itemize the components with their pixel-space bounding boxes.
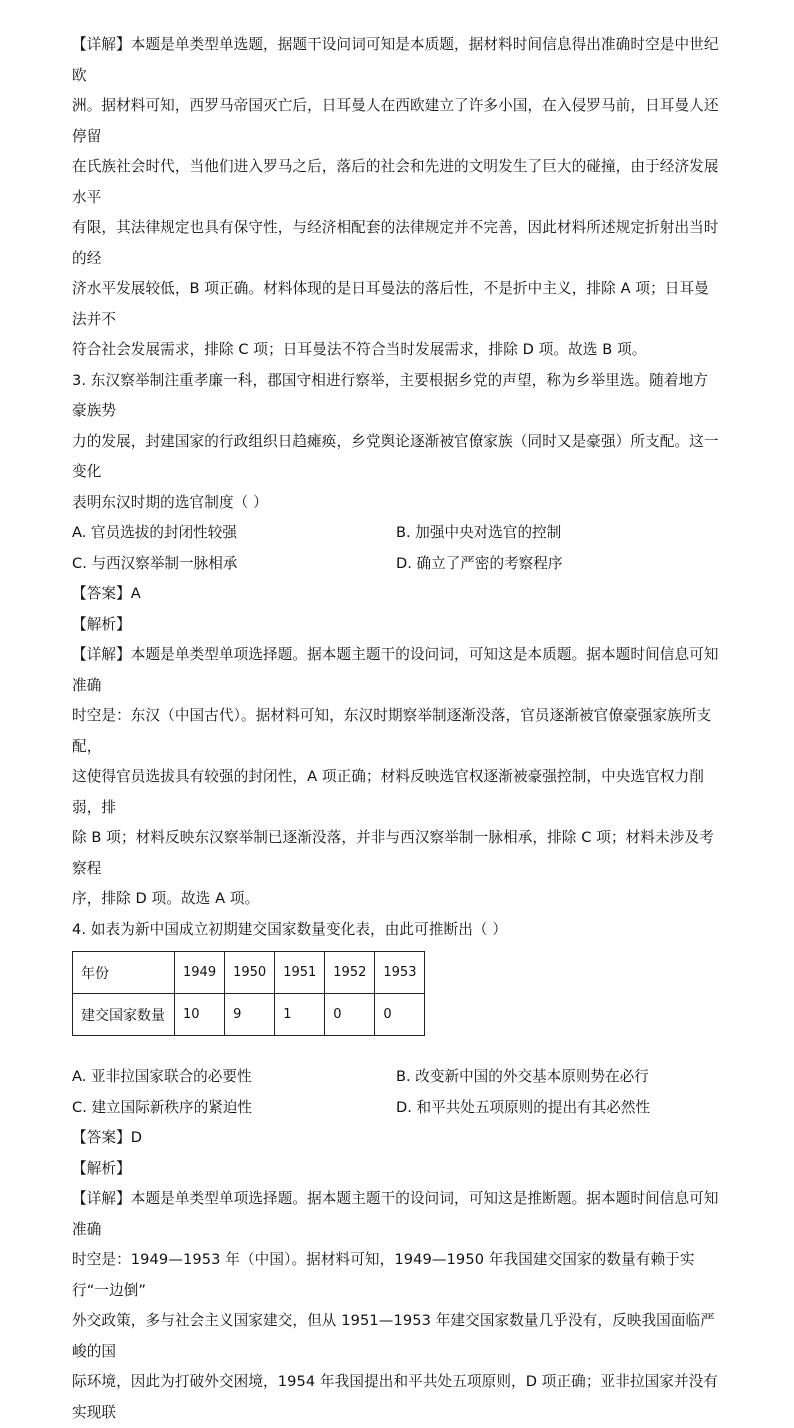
table-cell: 0 (375, 994, 425, 1036)
option-a: A. 官员选拔的封闭性较强 (72, 518, 237, 549)
text-line: 济水平发展较低，B 项正确。材料体现的是日耳曼法的落后性，不是折中主义，排除 A 项；日耳曼法并不 (72, 274, 722, 335)
question-stem: 3. 东汉察举制注重孝廉一科，郡国守相进行察举，主要根据乡党的声望，称为乡举里选。随着地方豪族势 (72, 366, 722, 427)
answer-line: 【答案】A (72, 579, 722, 610)
table-cell: 1949 (175, 952, 225, 994)
table-cell: 1950 (225, 952, 275, 994)
text-line: 序，排除 D 项。故选 A 项。 (72, 884, 722, 915)
question-stem: 力的发展，封建国家的行政组织日趋瘫痪，乡党舆论逐渐被官僚家族（同时又是豪强）所支配。这一变化 (72, 427, 722, 488)
text-line: 时空是：1949—1953 年（中国）。据材料可知，1949—1950 年我国建交国家的数量有赖于实行“一边倒” (72, 1245, 722, 1306)
option-c: C. 建立国际新秩序的紧迫性 (72, 1093, 252, 1124)
table-cell: 1952 (325, 952, 375, 994)
table-cell: 1953 (375, 952, 425, 994)
question-3 (72, 366, 722, 915)
table-header-cell: 年份 (73, 952, 175, 994)
table-cell: 9 (225, 994, 275, 1036)
text-line: 在氏族社会时代，当他们进入罗马之后，落后的社会和先进的文明发生了巨大的碰撞，由于经济发展水平 (72, 152, 722, 213)
text-line: 洲。据材料可知，西罗马帝国灭亡后，日耳曼人在西欧建立了许多小国，在入侵罗马前，日耳曼人还停留 (72, 91, 722, 152)
table-cell: 1951 (275, 952, 325, 994)
table-cell: 10 (175, 994, 225, 1036)
explain-tag: 【详解】 (72, 1190, 131, 1207)
text-line: 【详解】本题是单类型单选题，据题干设问词可知是本质题，据材料时间信息得出准确时空是中世纪欧 (72, 30, 722, 91)
answer-line: 【答案】D (72, 1123, 722, 1154)
text-line: 这使得官员选拔具有较强的封闭性，A 项正确；材料反映选官权逐渐被豪强控制，中央选官权力削弱，排 (72, 762, 722, 823)
option-d: D. 确立了严密的考察程序 (396, 549, 562, 580)
text-line: 符合社会发展需求，排除 C 项；日耳曼法不符合当时发展需求，排除 D 项。故选 B 项。 (72, 335, 722, 366)
text-line: 时空是：东汉（中国古代）。据材料可知，东汉时期察举制逐渐没落，官员逐渐被官僚豪强家族所支配， (72, 701, 722, 762)
options-row (72, 518, 722, 549)
question-4 (72, 915, 722, 1428)
text-line: 外交政策，多与社会主义国家建交，但从 1951—1953 年建交国家数量几乎没有，反映我国面临严峻的国 (72, 1306, 722, 1367)
option-d: D. 和平共处五项原则的提出有其必然性 (396, 1093, 650, 1124)
diplomacy-table (72, 951, 425, 1036)
explain-tag: 【详解】 (72, 646, 131, 663)
analysis-label: 【解析】 (72, 1154, 722, 1185)
explain-tag: 【详解】 (72, 36, 131, 53)
text-line: 【详解】本题是单类型单项选择题。据本题主题干的设问词，可知这是推断题。据本题时间信息可知准确 (72, 1184, 722, 1245)
table-cell: 0 (325, 994, 375, 1036)
table-cell: 1 (275, 994, 325, 1036)
question-stem: 表明东汉时期的选官制度（ ） (72, 488, 722, 519)
table-row (73, 952, 425, 994)
text-line: 除 B 项；材料反映东汉察举制已逐渐没落，并非与西汉察举制一脉相承，排除 C 项；材料未涉及考察程 (72, 823, 722, 884)
option-b: B. 加强中央对选官的控制 (396, 518, 561, 549)
text-line: 【详解】本题是单类型单项选择题。据本题主题干的设问词，可知这是本质题。据本题时间信息可知准确 (72, 640, 722, 701)
option-c: C. 与西汉察举制一脉相承 (72, 549, 237, 580)
options-row (72, 1093, 722, 1124)
text-line: 际环境，因此为打破外交困境，1954 年我国提出和平共处五项原则，D 项正确；亚非拉国家并没有实现联 (72, 1367, 722, 1428)
table-row (73, 994, 425, 1036)
analysis-label: 【解析】 (72, 610, 722, 641)
text-line: 有限，其法律规定也具有保守性，与经济相配套的法律规定并不完善，因此材料所述规定折射出当时的经 (72, 213, 722, 274)
options-row (72, 549, 722, 580)
document-page (72, 30, 722, 1428)
options-row (72, 1062, 722, 1093)
option-b: B. 改变新中国的外交基本原则势在必行 (396, 1062, 649, 1093)
option-a: A. 亚非拉国家联合的必要性 (72, 1062, 252, 1093)
question-stem: 4. 如表为新中国成立初期建交国家数量变化表，由此可推断出（ ） (72, 915, 722, 946)
table-header-cell: 建交国家数量 (73, 994, 175, 1036)
q2-explanation (72, 30, 722, 366)
